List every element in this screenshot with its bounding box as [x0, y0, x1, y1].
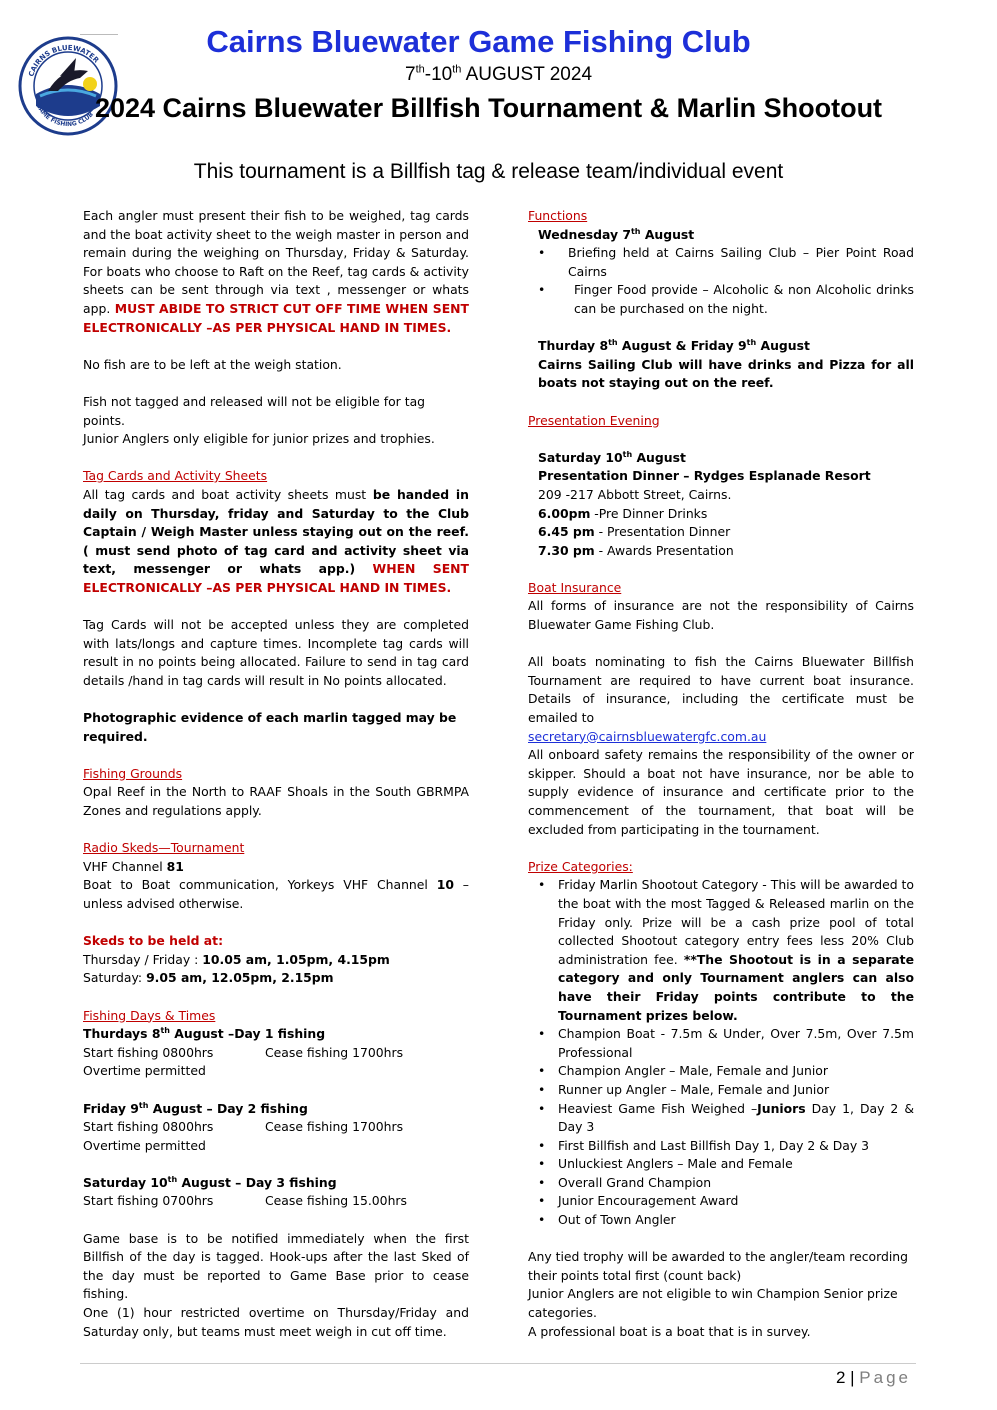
insurance-heading: Boat Insurance [528, 579, 622, 595]
left-column [83, 207, 469, 1341]
fishing-grounds-text: Opal Reef in the North to RAAF Shoals in the South GBRMPA Zones and regulations apply. [83, 784, 469, 818]
list-item: • Champion Angler – Male, Female and Junior [528, 1062, 914, 1081]
prize-list [528, 876, 914, 1229]
functions-heading: Functions [528, 208, 588, 223]
event-subtitle: This tournament is a Billfish tag & release team/individual event [193, 160, 784, 183]
photo-evidence: Photographic evidence of each marlin tagged may be required. [83, 710, 457, 744]
event-title: 2024 Cairns Bluewater Billfish Tournament & Marlin Shootout [94, 93, 883, 123]
list-item: • Out of Town Angler [528, 1211, 914, 1230]
list-item: • Heaviest Game Fish Weighed –Juniors Day 1, Day 2 & Day 3 [528, 1100, 914, 1137]
day2-overtime: Overtime permitted [83, 1137, 206, 1153]
no-fish-note: No fish are to be left at the weigh station. [83, 356, 342, 372]
list-item: • Briefing held at Cairns Sailing Club – Pier Point Road Cairns [528, 244, 914, 281]
time-pre-dinner: 6.00pm -Pre Dinner Drinks [538, 505, 708, 521]
tied-trophy-note: Any tied trophy will be awarded to the angler/team recording their points total first (count back) [528, 1249, 909, 1283]
list-item: • Overall Grand Champion [528, 1174, 914, 1193]
thursday-friday-title: Thurday 8th August & Friday 9th August [538, 338, 810, 354]
svg-text:GAME FISHING CLUB: GAME FISHING CLUB [34, 102, 95, 129]
time-dinner: 6.45 pm - Presentation Dinner [538, 524, 731, 540]
dinner-venue: Presentation Dinner – Rydges Esplanade Resort [538, 468, 871, 484]
insurance-para-3: All onboard safety remains the responsibility of the owner or skipper. Should a boat not have insurance, nor be able to supply evidence of insurance and certificate prior to the commencement of the tournament, that boat will be excluded from participating in the tournament. [528, 747, 914, 837]
event-dates: 7th-10th AUGUST 2024 [404, 63, 593, 85]
insurance-para-2: All boats nominating to fish the Cairns Bluewater Billfish Tournament are required to have current boat insurance. Details of insurance, including the certificate must be emailed to [528, 654, 914, 726]
day1-overtime: Overtime permitted [83, 1063, 206, 1079]
skeds-thursday-friday: Thursday / Friday : 10.05 am, 1.05pm, 4.15pm [83, 951, 390, 967]
boat-to-boat: Boat to Boat communication, Yorkeys VHF Channel 10 – unless advised otherwise. [83, 877, 469, 911]
professional-boat-note: A professional boat is a boat that is in survey. [528, 1323, 811, 1339]
not-tagged-note: Fish not tagged and released will not be eligible for tag points. [83, 393, 426, 428]
day1-title: Thurdays 8th August –Day 1 fishing [83, 1026, 326, 1042]
day2-times: Start fishing 0800hrs Cease fishing 1700hrs [83, 1119, 404, 1135]
junior-only-note: Junior Anglers only eligible for junior prizes and trophies. [83, 431, 435, 447]
tag-cards-paragraph: All tag cards and boat activity sheets must be handed in daily on Thursday, friday and Saturday to the Club Captain / Weigh Master unless staying out on the reef. ( must send photo of tag card and activity sheet via text, messenger or whats app.) WHEN SENT ELECTRONICALLY –AS PER PHYSICAL HAND IN TIMES. [83, 486, 469, 595]
list-item: • Champion Boat - 7.5m & Under, Over 7.5m, Over 7.5m Professional [528, 1025, 914, 1062]
list-item: • Junior Encouragement Award [528, 1192, 914, 1211]
day2-title: Friday 9th August – Day 2 fishing [83, 1100, 308, 1116]
fishing-grounds-heading: Fishing Grounds [83, 765, 183, 781]
venue-address: 209 -217 Abbott Street, Cairns. [538, 486, 732, 502]
day3-title: Saturday 10th August – Day 3 fishing [83, 1174, 337, 1190]
list-item: • Runner up Angler – Male, Female and Junior [528, 1081, 914, 1100]
day3-times: Start fishing 0700hrs Cease fishing 15.00hrs [83, 1193, 407, 1209]
functions-list [528, 244, 914, 318]
page-number: 2 | Page [835, 1368, 911, 1387]
prize-heading: Prize Categories: [528, 858, 633, 874]
skeds-heading: Skeds to be held at: [83, 933, 224, 949]
logo-text: CAIRNS BLUEWATER [27, 43, 101, 78]
club-title: Cairns Bluewater Game Fishing Club [206, 24, 751, 59]
pizza-note: Cairns Sailing Club will have drinks and Pizza for all boats not staying out on the reef. [538, 356, 914, 391]
vhf-channel: VHF Channel 81 [83, 858, 184, 874]
overtime-paragraph: One (1) hour restricted overtime on Thursday/Friday and Saturday only, but teams must meet weigh in cut off time. [83, 1305, 469, 1339]
secretary-email-link[interactable]: secretary@cairnsbluewatergfc.com.au [528, 728, 767, 744]
tag-cards-heading: Tag Cards and Activity Sheets [83, 468, 268, 484]
presentation-heading: Presentation Evening [528, 412, 660, 428]
fishing-days-heading: Fishing Days & Times [83, 1007, 216, 1023]
skeds-saturday: Saturday: 9.05 am, 12.05pm, 2.15pm [83, 970, 334, 986]
right-column [528, 207, 914, 1341]
day1-times: Start fishing 0800hrs Cease fishing 1700hrs [83, 1044, 404, 1060]
junior-not-eligible-note: Junior Anglers are not eligible to win Champion Senior prize categories. [528, 1286, 898, 1321]
list-item: • Unluckiest Anglers – Male and Female [528, 1155, 914, 1174]
list-item: • Finger Food provide – Alcoholic & non Alcoholic drinks can be purchased on the night. [528, 281, 914, 318]
footer-rule [80, 1363, 916, 1364]
wednesday-title: Wednesday 7th August [538, 226, 695, 242]
time-awards: 7.30 pm - Awards Presentation [538, 542, 734, 558]
insurance-para-1: All forms of insurance are not the responsibility of Cairns Bluewater Game Fishing Club. [528, 598, 914, 633]
intro-paragraph: Each angler must present their fish to be weighed, tag cards and the boat activity sheet to the weigh master in person and remain during the weighing on Thursday, Friday & Saturday. For boats who choose to Raft on the Reef, tag cards & activity sheets can be sent through via text , messenger or whats app. MUST ABIDE TO STRICT CUT OFF TIME WHEN SENT ELECTRONICALLY –AS PER PHYSICAL HAND IN TIMES. [83, 208, 469, 335]
game-base-paragraph: Game base is to be notified immediately when the first Billfish of the day is tagged. Hook-ups after the last Sked of the day must be reported to Game Base prior to cease fishing. [83, 1230, 469, 1302]
saturday-title: Saturday 10th August [538, 449, 686, 465]
list-item: • Friday Marlin Shootout Category - This will be awarded to the boat with the most Tagged & Released marlin on the Friday only. Prize will be a cash prize pool of total collected Shootout category entry fees less 20% Club administration fee. **The Shootout is in a separate category and only Tournament anglers can also have their Friday points contribute to the Tournament prizes below. [528, 876, 914, 1025]
list-item: • First Billfish and Last Billfish Day 1, Day 2 & Day 3 [528, 1137, 914, 1156]
tag-cards-rules: Tag Cards will not be accepted unless they are completed with lats/longs and capture times. Incomplete tag cards will result in no points being allocated. Failure to send in tag card details /hand in tag cards will result in No points allocated. [83, 617, 469, 688]
radio-skeds-heading: Radio Skeds—Tournament [83, 840, 245, 856]
